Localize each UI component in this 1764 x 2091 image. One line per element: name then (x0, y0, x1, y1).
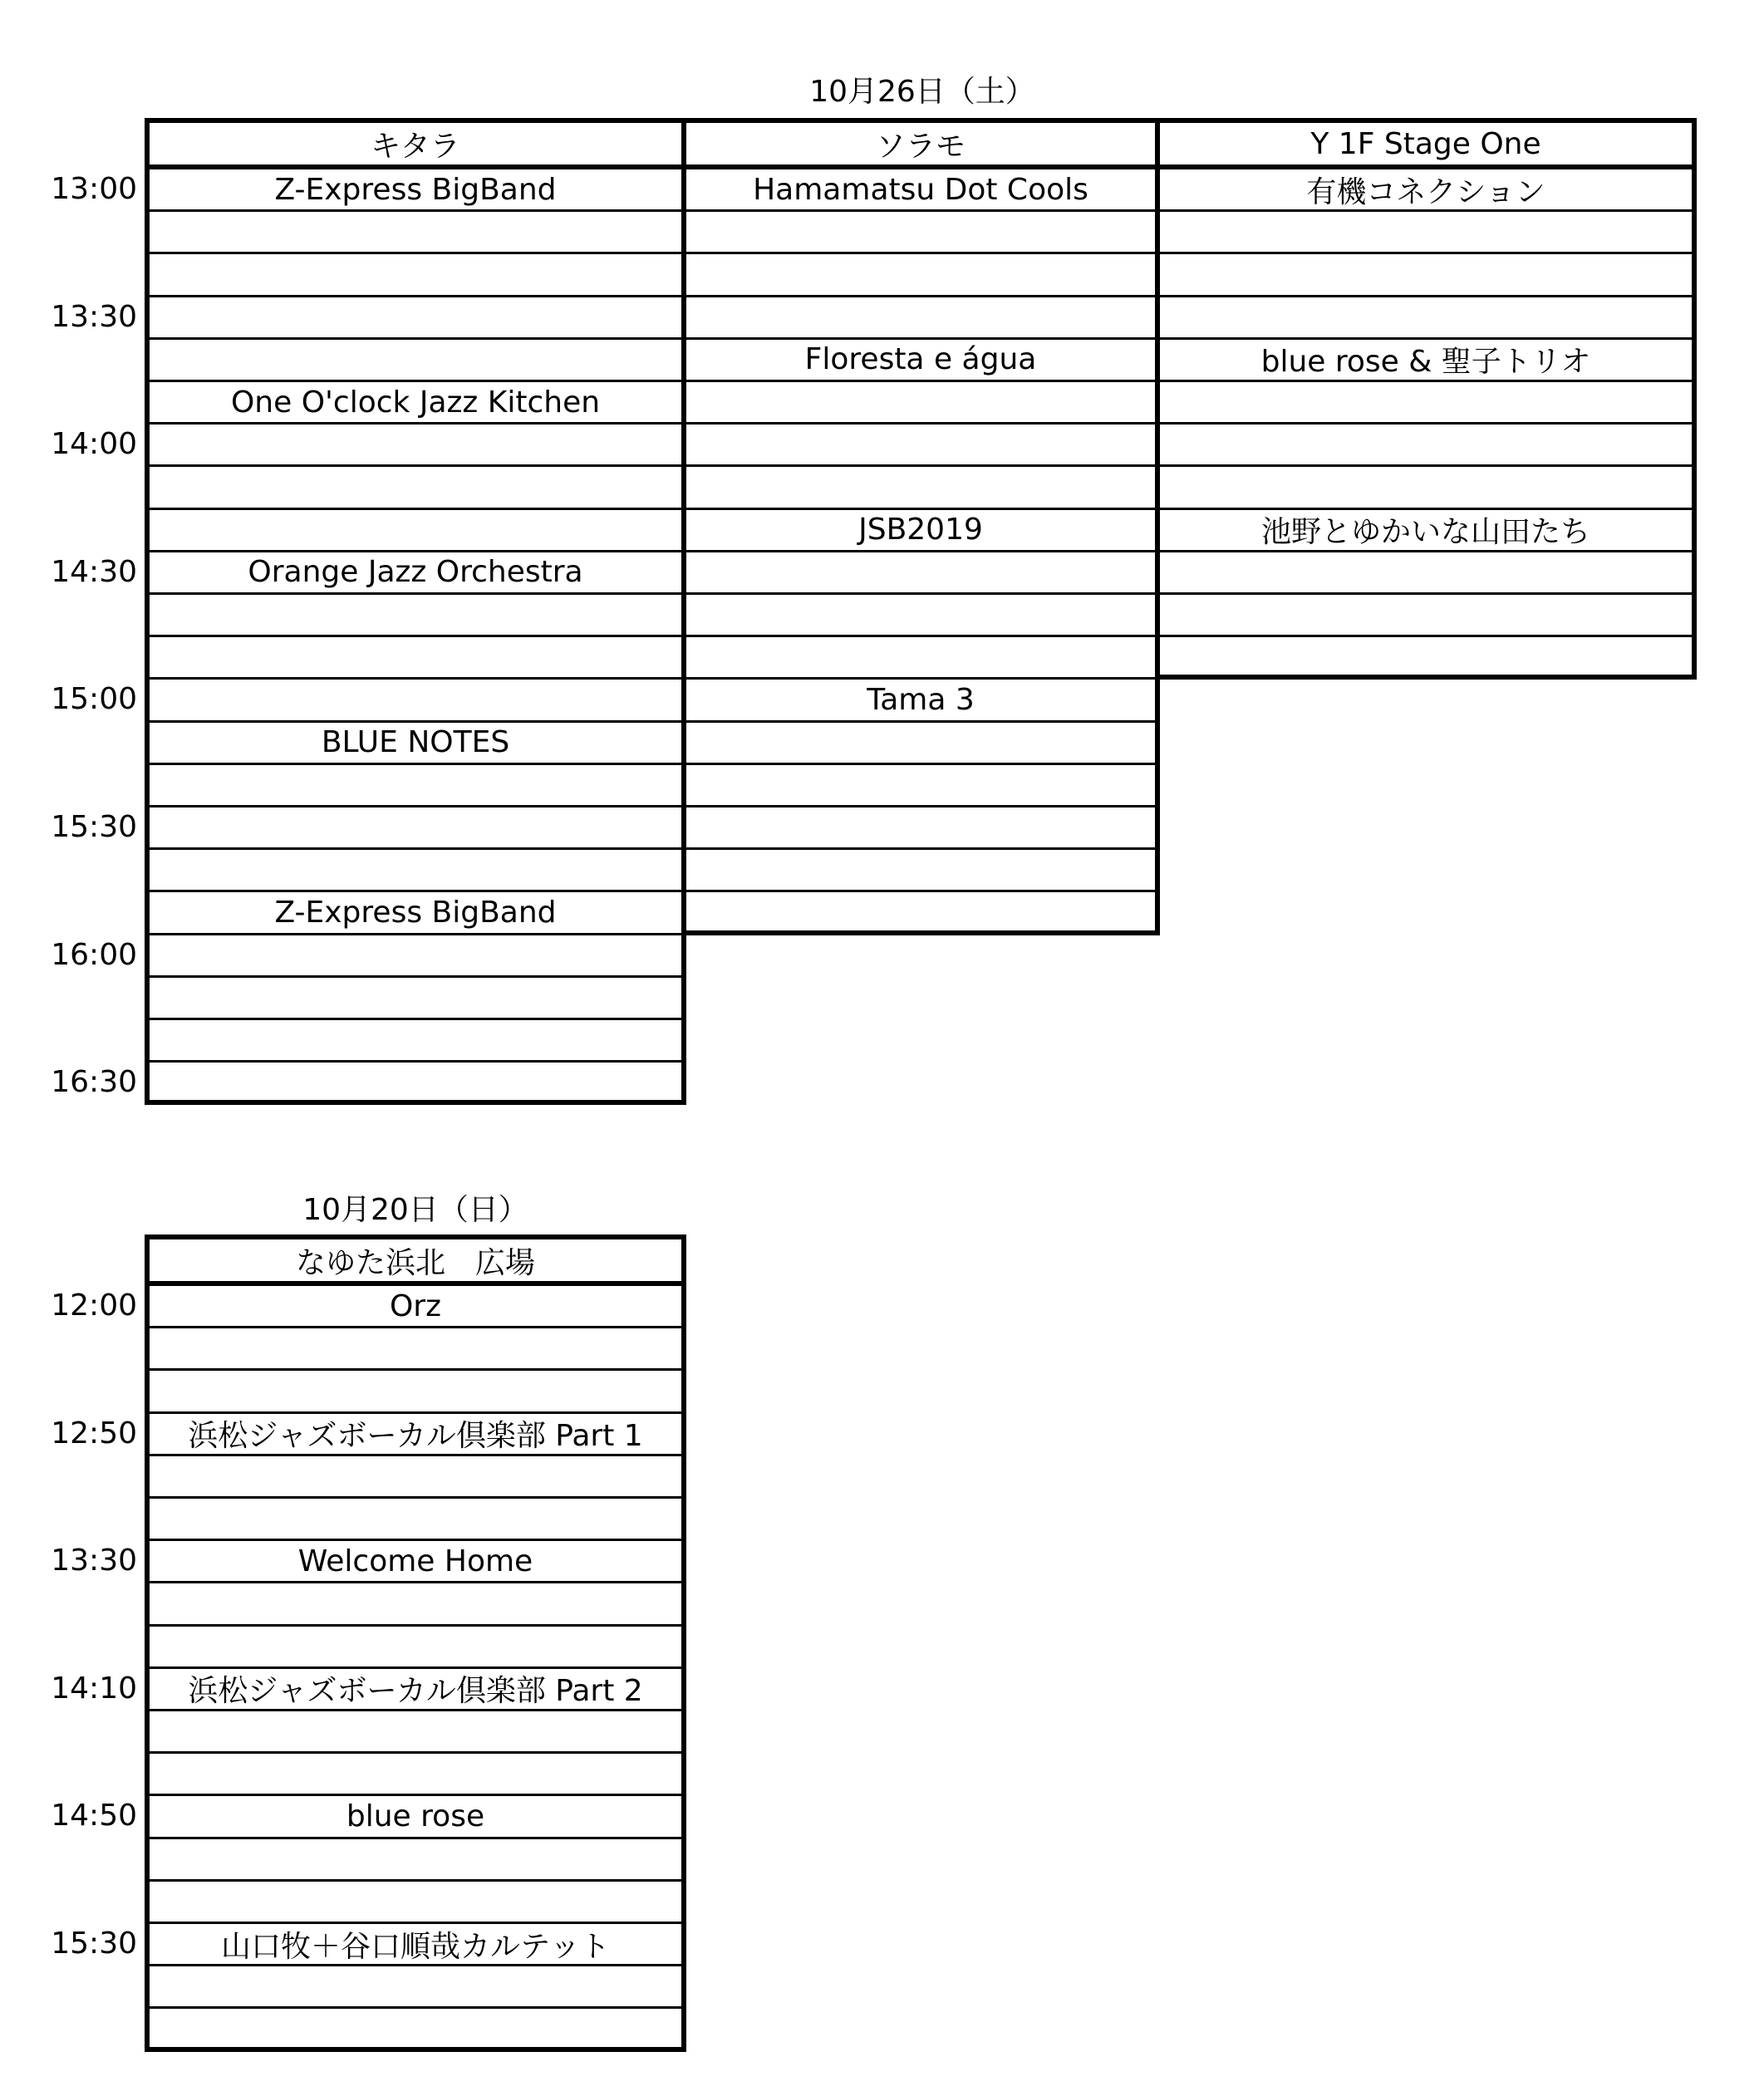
empty-slot (150, 1063, 681, 1105)
schedule-slot: Z-Express BigBand (150, 169, 681, 212)
y1f-stage-one-header: Y 1F Stage One (1160, 123, 1692, 169)
schedule-slot: JSB2019 (686, 510, 1155, 552)
empty-slot (150, 1499, 681, 1541)
empty-slot (1160, 254, 1692, 297)
time-label: 14:00 (51, 427, 137, 462)
venue-column-soramo (681, 118, 1160, 935)
empty-slot (150, 297, 681, 340)
empty-slot (150, 1966, 681, 2009)
schedule-slot: 浜松ジャズボーカル倶楽部 Part 2 (150, 1669, 681, 1711)
schedule-slot: blue rose (150, 1796, 681, 1838)
empty-slot (1160, 467, 1692, 509)
schedule-slot: Floresta e água (686, 340, 1155, 382)
empty-slot (686, 723, 1155, 765)
empty-slot (150, 510, 681, 552)
venue-column-y1f-stage-one (1155, 118, 1697, 680)
empty-slot (150, 2009, 681, 2051)
empty-slot (150, 1020, 681, 1063)
empty-slot (686, 254, 1155, 297)
empty-slot (150, 467, 681, 509)
empty-slot (150, 1627, 681, 1669)
empty-slot (150, 340, 681, 382)
empty-slot (1160, 382, 1692, 425)
empty-slot (150, 1839, 681, 1882)
schedule-slot: Z-Express BigBand (150, 892, 681, 935)
empty-slot (686, 807, 1155, 850)
time-label: 13:00 (51, 172, 137, 206)
venue-column-kitara (145, 118, 686, 1105)
empty-slot (686, 552, 1155, 595)
empty-slot (686, 595, 1155, 637)
empty-slot (686, 850, 1155, 892)
empty-slot (150, 1754, 681, 1796)
empty-slot (150, 1371, 681, 1413)
kitara-header: キタラ (150, 123, 681, 169)
time-label: 14:10 (51, 1671, 137, 1706)
schedule-slot: Hamamatsu Dot Cools (686, 169, 1155, 212)
empty-slot (150, 935, 681, 978)
time-label: 15:30 (51, 810, 137, 844)
empty-slot (150, 1328, 681, 1371)
time-label: 16:00 (51, 937, 137, 972)
schedule-slot: BLUE NOTES (150, 723, 681, 765)
empty-slot (686, 765, 1155, 807)
time-label: 12:50 (51, 1416, 137, 1450)
empty-slot (150, 637, 681, 680)
empty-slot (150, 1456, 681, 1499)
schedule-slot: blue rose & 聖子トリオ (1160, 340, 1692, 382)
empty-slot (150, 1711, 681, 1754)
empty-slot (686, 637, 1155, 680)
empty-slot (686, 297, 1155, 340)
schedule-slot: 山口牧＋谷口順哉カルテット (150, 1924, 681, 1966)
schedule-slot: 有機コネクション (1160, 169, 1692, 212)
empty-slot (1160, 637, 1692, 680)
time-label: 16:30 (51, 1065, 137, 1100)
empty-slot (1160, 212, 1692, 254)
schedule-slot: Orz (150, 1286, 681, 1328)
schedule-slot: Orange Jazz Orchestra (150, 552, 681, 595)
empty-slot (150, 765, 681, 807)
time-label: 13:30 (51, 299, 137, 334)
time-label: 15:30 (51, 1927, 137, 1961)
empty-slot (1160, 297, 1692, 340)
schedule-slot: One O'clock Jazz Kitchen (150, 382, 681, 425)
empty-slot (686, 382, 1155, 425)
empty-slot (150, 425, 681, 467)
empty-slot (1160, 552, 1692, 595)
empty-slot (686, 425, 1155, 467)
time-label: 14:30 (51, 554, 137, 589)
day2-title: 10月20日（日） (302, 1193, 528, 1227)
nayuta-hamakita-header: なゆた浜北 広場 (150, 1239, 681, 1286)
empty-slot (150, 680, 681, 722)
schedule-slot: Tama 3 (686, 680, 1155, 722)
time-label: 13:30 (51, 1544, 137, 1578)
schedule-slot: Welcome Home (150, 1541, 681, 1583)
soramo-header: ソラモ (686, 123, 1155, 169)
empty-slot (686, 892, 1155, 935)
time-label: 15:00 (51, 682, 137, 717)
empty-slot (150, 807, 681, 850)
time-label: 14:50 (51, 1799, 137, 1833)
schedule-slot: 浜松ジャズボーカル倶楽部 Part 1 (150, 1414, 681, 1456)
empty-slot (1160, 425, 1692, 467)
empty-slot (150, 1583, 681, 1626)
empty-slot (686, 467, 1155, 509)
empty-slot (150, 212, 681, 254)
day1-title: 10月26日（土） (809, 75, 1035, 109)
empty-slot (150, 1882, 681, 1924)
empty-slot (150, 850, 681, 892)
empty-slot (150, 978, 681, 1020)
time-label: 12:00 (51, 1288, 137, 1323)
venue-column-nayuta-hamakita (145, 1234, 686, 2052)
schedule-slot: 池野とゆかいな山田たち (1160, 510, 1692, 552)
empty-slot (150, 254, 681, 297)
empty-slot (150, 595, 681, 637)
empty-slot (686, 212, 1155, 254)
empty-slot (1160, 595, 1692, 637)
